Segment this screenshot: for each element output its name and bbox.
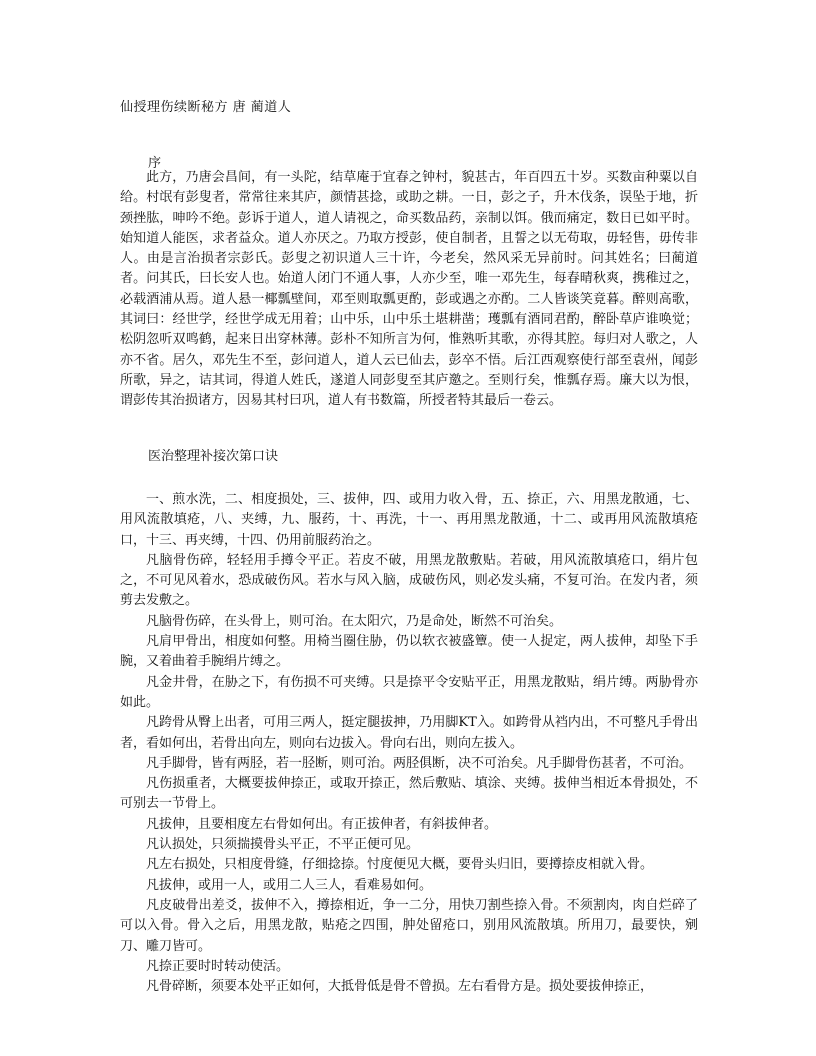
body-paragraph: 凡伤损重者，大概要拔伸捺正，或取开捺正，然后敷贴、填涂、夹缚。拔伸当相近本骨损处，不可别去一节骨上。 [120,776,698,812]
body-paragraph: 凡左右损处，只相度骨缝，仔细捻捺。忖度便见大概，要骨头归旧，要撙捺皮相就入骨。 [146,857,654,873]
body-paragraph: 凡肩甲骨出，相度如何整。用椅当圈住胁，仍以软衣被盛簟。使一人捉定，两人拔伸，却坠下手腕，又着曲着手腕绢片缚之。 [120,634,698,670]
body-paragraph: 凡骨碎断，须要本处平正如何，大抵骨低是骨不曾损。左右看骨方是。损处要拔伸捺正， [146,979,654,995]
body-paragraph: 凡捺正要时时转动使活。 [146,958,290,974]
preface-body [120,168,698,412]
body-paragraph: 一、煎水洗，二、相度损处，三、拔伸，四、或用力收入骨，五、捺正，六、用黑龙散通，七、用风流散填疮，八、夹缚，九、服药，十、再洗，十一、再用黑龙散通，十二、或再用风流散填疮口，十三、再夹缚，十四、仍用前服药治之。 [120,492,698,548]
body-paragraph: 凡手脚骨，皆有两胫，若一胫断，则可治。两胫俱断，决不可治矣。凡手脚骨伤甚者，不可治。 [146,755,693,771]
preface-heading: 序 [148,156,162,171]
body-paragraph: 凡脑骨伤碎，在头骨上，则可治。在太阳穴，乃是命处，断然不可治矣。 [146,613,563,629]
body-paragraph: 凡拔伸，或用一人，或用二人三人，看难易如何。 [146,877,433,893]
section-heading: 医治整理补接次第口诀 [148,449,279,464]
body-paragraph: 凡脑骨伤碎，轻轻用手撙令平正。若皮不破，用黑龙散敷贴。若破，用风流散填疮口，绢片包之，不可见风着水，恐成破伤风。若水与风入脑，成破伤风，则必发头痛，不复可治。在发内者，须剪去发敷之。 [120,552,698,609]
body-paragraph: 凡拔伸，且要相度左右骨如何出。有正拔伸者，有斜拔伸者。 [146,816,498,832]
body-paragraph: 凡认损处，只须揣摸骨头平正，不平正便可见。 [146,837,420,853]
document-title: 仙授理伤续断秘方 唐 蔺道人 [120,100,292,115]
body-paragraph: 凡跨骨从臀上出者，可用三两人，挺定腿拔抻，乃用脚KT入。如跨骨从裆内出，不可整凡手骨出者，看如何出，若骨出向左，则向右边拔入。骨向右出，则向左拔入。 [120,715,698,751]
body-paragraph: 凡金井骨，在胁之下，有伤损不可夹缚。只是捺平令安贴平正，用黑龙散贴，绢片缚。两胁骨亦如此。 [120,674,698,710]
section-body [120,490,698,997]
preface-paragraph: 此方，乃唐会昌间，有一头陀，结草庵于宜春之钟村，貌甚古，年百四五十岁。买数亩种粟以自给。村氓有彭叟者，常常往来其庐，颜情甚捻，或助之耕。一日，彭之子，升木伐条，误坠于地，折颈挫肱，呻吟不绝。彭诉于道人，道人请视之，命买数品药，亲制以饵。俄而痛定，数日已如平时。始知道人能医，求者益众。道人亦厌之。乃取方授彭，使自制者，且誓之以无苟取，毋轻售，毋传非人。由是言治损者宗彭氏。彭叟之初识道人三十许，今老矣，然风采无异前时。问其姓名；曰蔺道者。问其氏，曰长安人也。始道人闭门不通人事，人亦少至，唯一邓先生，每春晴秋爽，携稚过之，必载酒浦从焉。道人悬一椰瓢壁间，邓至则取瓢更酌，彭或遇之亦酌。二人皆谈笑竟暮。醉则高歌，其词曰：经世学，经世学成无用着；山中乐，山中乐土堪耕凿；瓁瓢有酒同君酌，醉卧草庐谁唤觉；松阴忽听双鸣鹤，起来日出穿林薄。彭朴不知所言为何，惟熟听其歌，亦得其腔。每归对人歌之，人亦不省。居久，邓先生不至，彭问道人，道人云已仙去，彭卒不悟。后江西观察使行部至袁州，闻彭所歌，异之，诘其词，得道人姓氏，遂道人同彭叟至其庐邀之。至则行矣，惟瓢存焉。廉大以为恨，谓彭传其治损诸方，因易其村曰巩，道人有书数篇，所授者特其最后一卷云。 [120,170,698,409]
body-paragraph: 凡皮破骨出差爻，拔伸不入，撙捺相近，争一二分，用快刀割些捺入骨。不须割肉，肉自烂碎了可以入骨。骨入之后，用黑龙散，贴疮之四围，肿处留疮口，别用风流散填。所用刀，最要快，剜刀、雕刀皆可。 [120,897,698,954]
